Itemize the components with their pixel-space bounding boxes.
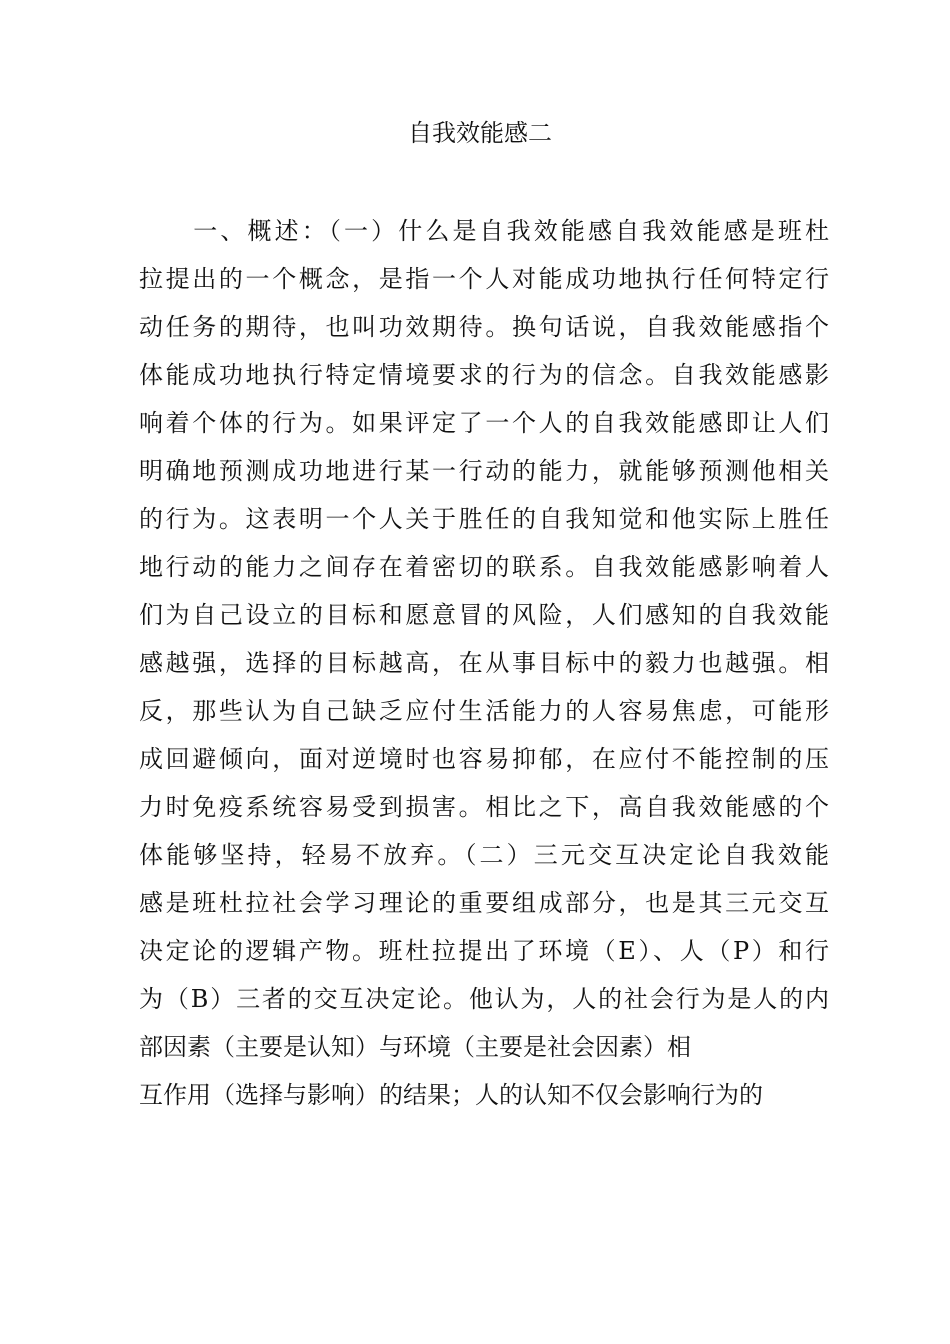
paragraph-line: 反，那些认为自己缺乏应付生活能力的人容易焦虑，可能形 — [139, 697, 829, 725]
paragraph-line: 们为自己设立的目标和愿意冒的风险，人们感知的自我效能 — [139, 601, 829, 629]
paragraph-line: 拉提出的一个概念，是指一个人对能成功地执行任何特定行 — [139, 265, 829, 293]
paragraph-line: 响着个体的行为。如果评定了一个人的自我效能感即让人们 — [139, 409, 829, 437]
paragraph-line: 力时免疫系统容易受到损害。相比之下，高自我效能感的个 — [139, 793, 829, 821]
paragraph-line: 感越强，选择的目标越高，在从事目标中的毅力也越强。相 — [139, 649, 829, 677]
paragraph-line: 体能成功地执行特定情境要求的行为的信念。自我效能感影 — [139, 361, 829, 389]
document-title: 自我效能感二 — [408, 119, 552, 147]
paragraph-line: 一、概述：（一）什么是自我效能感自我效能感是班杜 — [139, 217, 829, 245]
paragraph-line: 明确地预测成功地进行某一行动的能力，就能够预测他相关 — [139, 457, 829, 485]
paragraph-line: 动任务的期待，也叫功效期待。换句话说，自我效能感指个 — [139, 313, 829, 341]
paragraph-line: 为（B）三者的交互决定论。他认为，人的社会行为是人的内 — [139, 985, 829, 1013]
document-body — [139, 207, 829, 1119]
paragraph-line: 的行为。这表明一个人关于胜任的自我知觉和他实际上胜任 — [139, 505, 829, 533]
paragraph-line: 地行动的能力之间存在着密切的联系。自我效能感影响着人 — [139, 553, 829, 581]
paragraph-line: 决定论的逻辑产物。班杜拉提出了环境（E）、人（P）和行 — [139, 937, 829, 965]
paragraph-line: 体能够坚持，轻易不放弃。（二）三元交互决定论自我效能 — [139, 841, 829, 869]
paragraph-line: 部因素（主要是认知）与环境（主要是社会因素）相 — [139, 1033, 691, 1061]
paragraph-line: 成回避倾向，面对逆境时也容易抑郁，在应付不能控制的压 — [139, 745, 829, 773]
paragraph-line: 感是班杜拉社会学习理论的重要组成部分，也是其三元交互 — [139, 889, 829, 917]
paragraph-line: 互作用（选择与影响）的结果；人的认知不仅会影响行为的 — [139, 1081, 763, 1109]
